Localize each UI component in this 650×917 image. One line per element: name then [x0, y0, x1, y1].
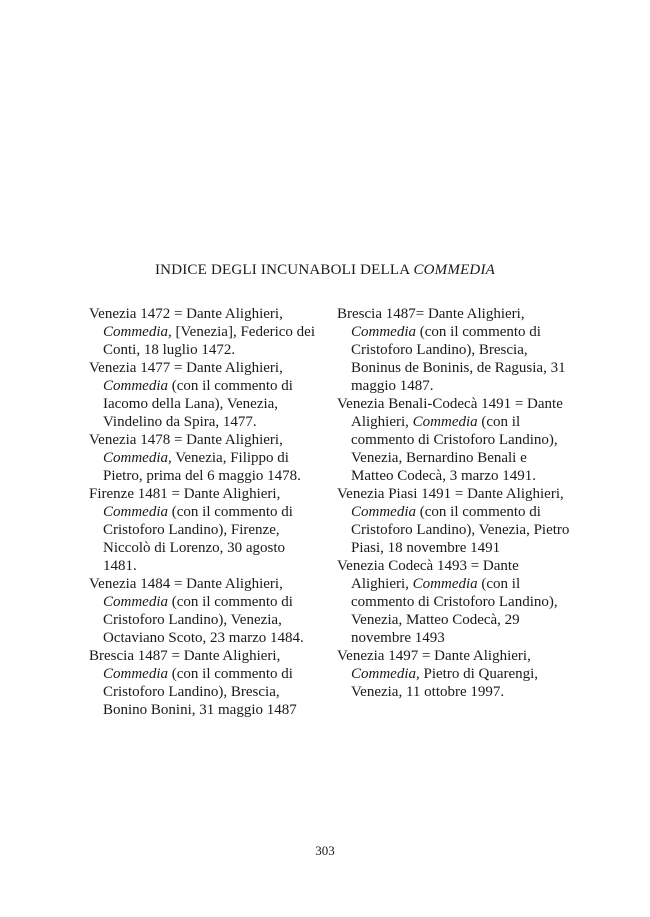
entry-title: Commedia [412, 576, 478, 592]
entry-details: (con il commento di Cristoforo Landino), Brescia, Bonino Bonini, 31 maggio 1487 [103, 666, 297, 718]
entry-title: Commedia [103, 378, 168, 394]
entry-label: Venezia Piasi 1491 = Dante Alighieri, [337, 486, 564, 502]
page-title [0, 262, 650, 279]
entry-title: Commedia [103, 666, 168, 682]
entry-label: Venezia 1472 = Dante Alighieri, [89, 306, 283, 322]
index-entry [89, 431, 319, 485]
index-entry [337, 647, 570, 701]
entry-title: Commedia [351, 324, 416, 340]
page-title-italic: COMMEDIA [413, 262, 496, 278]
entry-title: Commedia [351, 666, 416, 682]
entry-details: , Venezia, Filippo di Pietro, prima del 6 maggio 1478. [103, 450, 301, 484]
entry-title: Commedia [103, 504, 168, 520]
entry-title: Commedia [103, 594, 168, 610]
entry-label: Venezia Benali-Codecà 1491 = Dante Alighieri, [337, 396, 563, 430]
entry-title: Commedia [103, 324, 168, 340]
entry-label: Firenze 1481 = Dante Alighieri, [89, 486, 281, 502]
entry-details: (con il commento di Cristoforo Landino), Venezia, Matteo Codecà, 29 novembre 1493 [351, 576, 558, 646]
index-entry [89, 575, 319, 647]
entry-label: Brescia 1487= Dante Alighieri, [337, 306, 525, 322]
entry-details: (con il commento di Cristoforo Landino), Venezia, Octaviano Scoto, 23 marzo 1484. [103, 594, 304, 646]
entry-label: Venezia 1484 = Dante Alighieri, [89, 576, 283, 592]
entry-title: Commedia [351, 504, 416, 520]
entry-details: (con il commento di Cristoforo Landino), Firenze, Niccolò di Lorenzo, 30 agosto 1481. [103, 504, 293, 574]
entry-label: Venezia 1477 = Dante Alighieri, [89, 360, 283, 376]
entry-details: , Pietro di Quarengi, Venezia, 11 ottobre 1997. [351, 666, 539, 700]
entry-label: Venezia 1478 = Dante Alighieri, [89, 432, 283, 448]
entry-label: Venezia 1497 = Dante Alighieri, [337, 648, 531, 664]
left-column [89, 305, 319, 719]
entry-title: Commedia [412, 414, 478, 430]
entry-details: (con il commento di Cristoforo Landino), Venezia, Bernardino Benali e Matteo Codecà, 3 marzo 1491. [351, 414, 558, 484]
index-entry [337, 305, 570, 395]
entry-details: (con il commento di Cristoforo Landino), Venezia, Pietro Piasi, 18 novembre 1491 [351, 504, 570, 556]
index-entry [89, 647, 319, 719]
page-number: 303 [315, 843, 335, 858]
entry-details: , [Venezia], Federico dei Conti, 18 luglio 1472. [103, 324, 316, 358]
right-column [337, 305, 570, 701]
page-title-text: INDICE DEGLI INCUNABOLI DELLA [154, 262, 414, 278]
entry-title: Commedia [103, 450, 168, 466]
entry-details: (con il commento di Cristoforo Landino), Brescia, Boninus de Boninis, de Ragusia, 31 maggio 1487. [351, 324, 566, 394]
index-entry [337, 395, 570, 485]
entry-details: (con il commento di Iacomo della Lana), Venezia, Vindelino da Spira, 1477. [103, 378, 293, 430]
index-entry [337, 485, 570, 557]
entry-label: Venezia Codecà 1493 = Dante Alighieri, [337, 558, 519, 592]
index-entry [89, 359, 319, 431]
entry-label: Brescia 1487 = Dante Alighieri, [89, 648, 281, 664]
index-entry [89, 485, 319, 575]
index-entry [89, 305, 319, 359]
index-entry [337, 557, 570, 647]
